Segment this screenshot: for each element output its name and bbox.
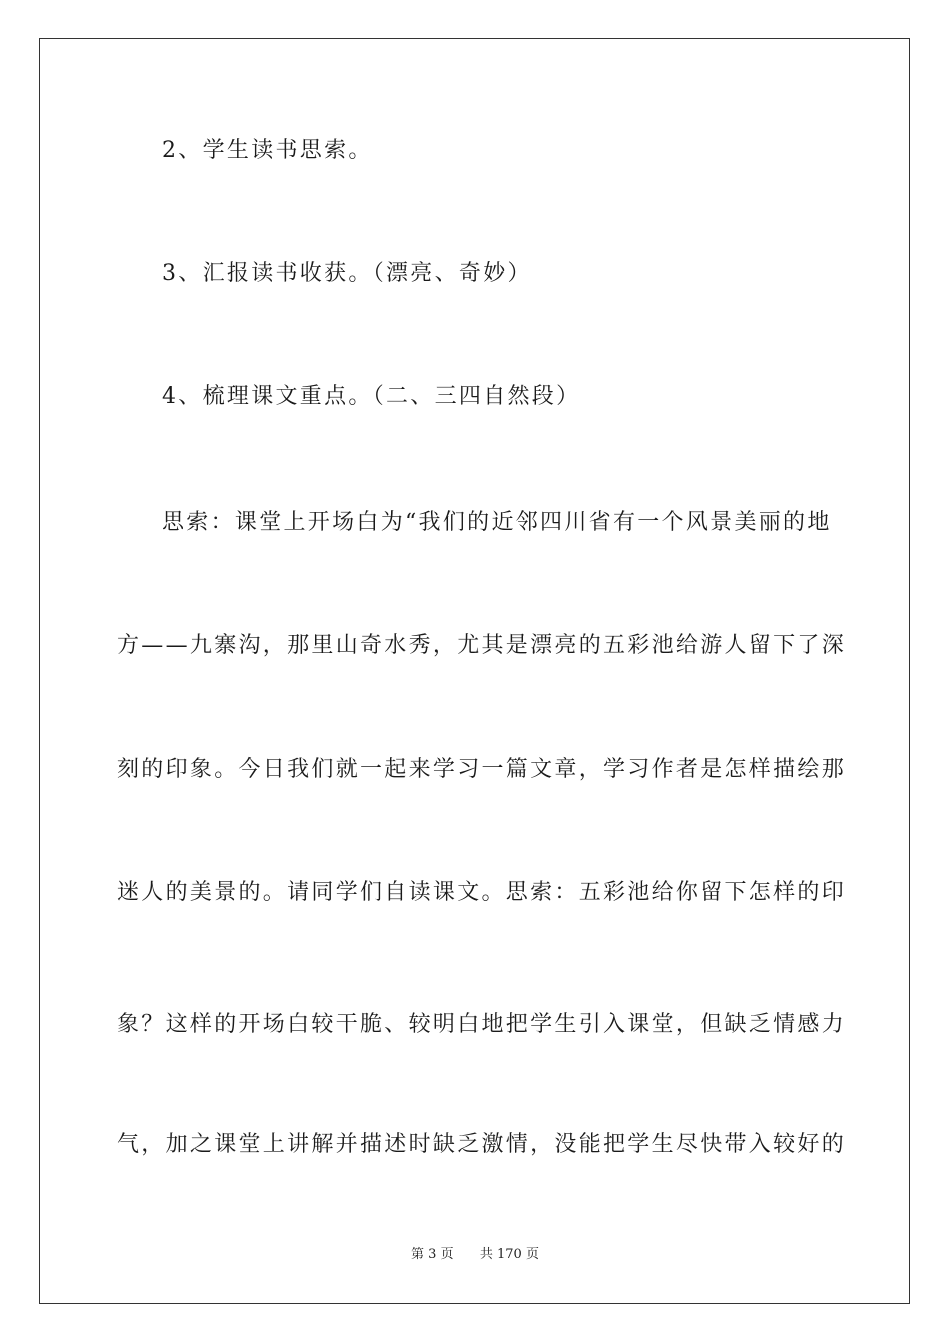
list-item-2: 2、学生读书思索。 <box>162 138 373 163</box>
paragraph-line: 刻的印象。今日我们就一起来学习一篇文章，学习作者是怎样描绘那 <box>117 757 847 782</box>
paragraph-line: 迷人的美景的。请同学们自读课文。思索：五彩池给你留下怎样的印 <box>117 880 847 905</box>
page-border <box>39 38 910 1304</box>
list-item-4: 4、梳理课文重点。（二、三四自然段） <box>162 384 581 409</box>
page-footer <box>0 1246 950 1264</box>
paragraph-line: 思索：课堂上开场白为“我们的近邻四川省有一个风景美丽的地 <box>162 510 832 535</box>
paragraph-line: 气，加之课堂上讲解并描述时缺乏激情，没能把学生尽快带入较好的 <box>117 1132 847 1157</box>
paragraph-line: 方——九寨沟，那里山奇水秀，尤其是漂亮的五彩池给游人留下了深 <box>117 633 847 658</box>
list-item-3: 3、汇报读书收获。（漂亮、奇妙） <box>162 261 532 286</box>
paragraph-line: 象？这样的开场白较干脆、较明白地把学生引入课堂，但缺乏情感力 <box>117 1012 847 1037</box>
page-number: 第 3 页 <box>411 1247 454 1262</box>
page-total: 共 170 页 <box>479 1247 539 1262</box>
